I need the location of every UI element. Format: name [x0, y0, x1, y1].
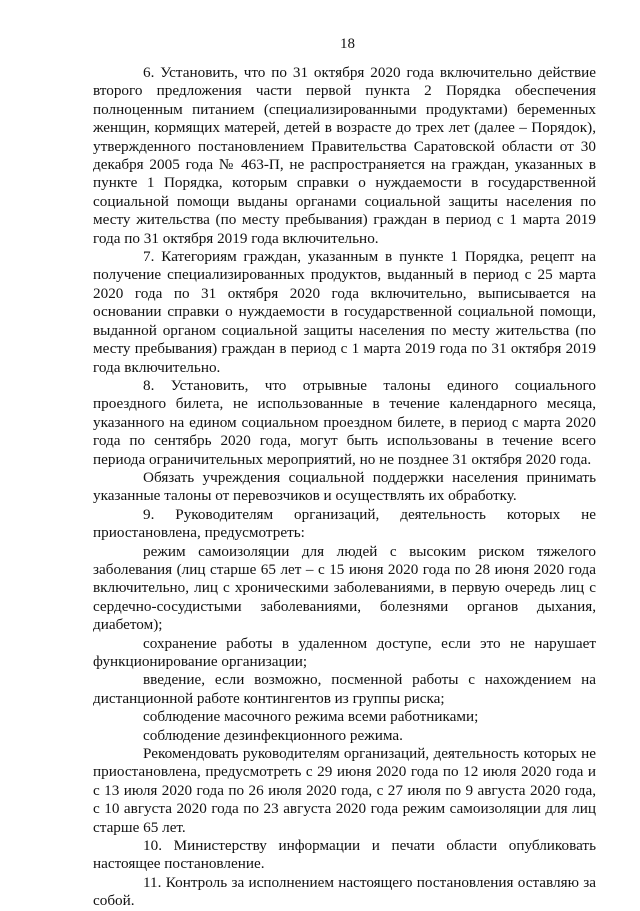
paragraph-6: 6. Установить, что по 31 октября 2020 года включительно действие второго предложения части первой пункта 2 Порядка обеспечения полноценным питанием (специализированными продуктами) беременных женщин, кормящих матерей, детей в возрасте до трех лет (далее – Порядок), утвержденного постановлением Правительства Саратовской области от 30 декабря 2005 года № 463-П, не распространяется на граждан, указанных в пункте 1 Порядка, которым справки о нуждаемости в государственной социальной помощи выданы органами социальной защиты населения по месту жительства (по месту пребывания) граждан в период с 1 марта 2019 года по 31 октября 2019 года включительно.	[93, 64, 596, 247]
paragraph-9: 9. Руководителям организаций, деятельность которых не приостановлена, предусмотреть:	[93, 505, 596, 542]
paragraph-8: 8. Установить, что отрывные талоны единого социального проездного билета, не использованные в течение календарного месяца, указанного на едином социальном проездном билете, в период с марта 2020 года по сентябрь 2020 года, могут быть использованы в течение всего периода ограничительных мероприятий, но не позднее 31 октября 2020 года.	[93, 376, 596, 468]
paragraph-8-obligation: Обязать учреждения социальной поддержки населения принимать указанные талоны от перевозчиков и осуществлять их обработку.	[93, 468, 596, 505]
page-number: 18	[340, 36, 355, 52]
document-body	[93, 64, 596, 911]
paragraph-9-mask-regime: соблюдение масочного режима всеми работниками;	[143, 708, 479, 726]
paragraph-9-remote-work: сохранение работы в удаленном доступе, если это не нарушает функционирование организации;	[93, 634, 596, 670]
paragraph-10: 10. Министерству информации и печати области опубликовать настоящее постановление.	[93, 837, 596, 873]
paragraph-9-disinfection: соблюдение дезинфекционного режима.	[143, 726, 403, 744]
paragraph-9-self-isolation: режим самоизоляции для людей с высоким риском тяжелого заболевания (лиц старше 65 лет – с 15 июня 2020 года по 28 июня 2020 года включительно, лиц с хроническими заболеваниями, в первую очередь лиц с сердечно-сосудистыми заболеваниями, болезнями органов дыхания, диабетом);	[93, 542, 596, 634]
paragraph-9-recommendation: Рекомендовать руководителям организаций, деятельность которых не приостановлена, предусмотреть с 29 июня 2020 года по 12 июля 2020 года и с 13 июля 2020 года по 26 июля 2020 года, с 27 июля по 9 августа 2020 года, с 10 августа 2020 года по 23 августа 2020 года режим самоизоляции для лиц старше 65 лет.	[93, 745, 596, 836]
paragraph-7: 7. Категориям граждан, указанным в пункте 1 Порядка, рецепт на получение специализированных продуктов, выданный в период с 25 марта 2020 года по 31 октября 2020 года включительно, выписывается на основании справки о нуждаемости в государственной социальной помощи, выданной органом социальной защиты населения по месту жительства (по месту пребывания) граждан в период с 1 марта 2019 года по 31 октября 2019 года включительно.	[93, 248, 596, 376]
paragraph-11: 11. Контроль за исполнением настоящего постановления оставляю за собой.	[93, 873, 596, 910]
paragraph-9-shift-work: введение, если возможно, посменной работы с нахождением на дистанционной работе контингентов из группы риска;	[93, 671, 596, 707]
